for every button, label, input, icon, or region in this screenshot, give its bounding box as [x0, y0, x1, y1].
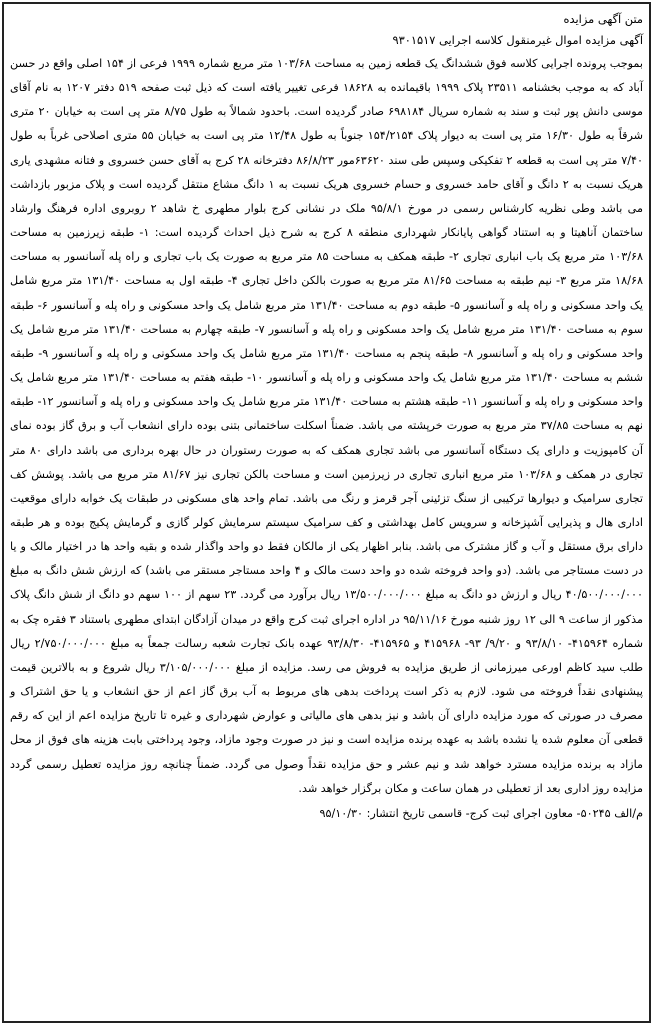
notice-body: بموجب پرونده اجرایی کلاسه فوق ششدانگ یک قطعه زمین به مساحت ۱۰۳/۶۸ متر مربع شماره ۱۹۹۹ فرعی از ۱۵۴ اصلی واقع در حسن آباد که به موجب بخشنامه ۲۳۵۱۱ پلاک ۱۹۹۹ باقیمانده به ۱۸۶۲۸ فرعی تغییر یافته است که ذیل ثبت صفحه ۵۱۹ دفتر ۱۲۰۷ به نام آقای موسی دانش پور ثبت و سند به شماره سریال ۶۹۸۱۸۴ صادر گردیده است. باحدود شمالاً به طول ۸/۷۵ متر پی است به خیابان ۲۰ متری شرقاً به طول ۱۶/۳۰ متر پی است به دیوار پلاک ۱۵۴/۲۱۵۴ جنوباً به طول ۱۲/۴۸ متر پی است به خیابان ۵۵ متری اصلاحی غرباً به طول ۷/۴۰ متر پی است به قطعه ۲ تفکیکی وسپس طی سند ۶۳۶۲۰مور ۸۶/۸/۲۳ دفترخانه ۲۸ کرج به آقای حسن خسروی و فتانه مشهدی یاری هریک نسبت به ۲ دانگ و آقای حامد خسروی و حسام خسروی هریک نسبت به ۱ دانگ مشاع منتقل گردیده است و پلاک مزبور بازداشت می باشد وطی نظریه کارشناس رسمی در مورخ ۹۵/۸/۱ ملک در نشانی کرج بلوار مطهری خ شاهد ۲ روبروی اداره فرهنگ وارشاد ساختمان آناهیتا و به استناد گواهی پایانکار شهرداری منطقه ۸ کرج به شرح ذیل احداث گردیده است: ۱- طبقه زیرزمین به مساحت ۱۰۳/۶۸ متر مربع یک باب انباری تجاری ۲- طبقه همکف به مساحت ۸۵ متر مربع به صورت یک باب تجاری و راه پله آسانسور به مساحت ۱۸/۶۸ متر مربع ۳- نیم طبقه به مساحت ۸۱/۶۵ متر مربع به صورت بالکن داخل تجاری ۴- طبقه اول به مساحت ۱۳۱/۴۰ متر مربع شامل یک واحد مسکونی و راه پله و آسانسور ۵- طبقه دوم به مساحت ۱۳۱/۴۰ متر مربع شامل یک واحد مسکونی و راه پله و آسانسور ۶- طبقه سوم به مساحت ۱۳۱/۴۰ متر مربع شامل یک واحد مسکونی و راه پله و آسانسور ۷- طبقه چهارم به مساحت ۱۳۱/۴۰ متر مربع شامل یک واحد مسکونی و راه پله و آسانسور ۸- طبقه پنجم به مساحت ۱۳۱/۴۰ متر مربع شامل یک واحد مسکونی و راه پله و آسانسور ۹- طبقه ششم به مساحت ۱۳۱/۴۰ متر مربع شامل یک واحد مسکونی و راه پله و آسانسور ۱۰- طبقه هفتم به مساحت ۱۳۱/۴۰ متر مربع شامل یک واحد مسکونی و راه پله و آسانسور ۱۱- طبقه هشتم به مساحت ۱۳۱/۴۰ متر مربع شامل یک واحد مسکونی و راه پله و آسانسور ۱۲- طبقه نهم به مساحت ۳۷/۸۵ متر مربع به صورت خرپشته می باشد. ضمناً اسکلت ساختمانی بتنی بوده دارای انشعاب آب و برق گاز بوده نمای آن کامپوزیت و دارای یک دستگاه آسانسور می باشد تجاری همکف که به صورت رستوران در حال بهره برداری می باشد دارای ۸۰ متر تجاری در همکف و ۱۰۳/۶۸ متر مربع انباری تجاری در زیرزمین است و مساحت بالکن تجاری نیز ۸۱/۶۷ متر مربع می باشد. پوشش کف تجاری سرامیک و دیوارها ترکیبی از سنگ تزئینی آجر قرمز و رنگ می باشد. تمام واحد های مسکونی در طبقات یک خوابه دارای موقعیت اداری هال و پذیرایی آشپزخانه و سرویس کامل بهداشتی و کف سرامیک سیستم سرمایش کولر گازی و گرمایش پکیج بوده و هر طبقه دارای برق مستقل و آب و گاز مشترک می باشد. بنابر اظهار یکی از مالکان فقط دو واحد واگذار شده و بقیه واحد ها در اختیار مالک و یا در دست مستاجر می باشد. (دو واحد فروخته شده دو واحد دست مالک و ۴ واحد مستاجر مستقر می باشد) که ارزش شش دانگ به مبلغ ۴۰/۵۰۰/۰۰۰/۰۰۰ ریال و ارزش دو دانگ به مبلغ ۱۳/۵۰۰/۰۰۰/۰۰۰ ریال برآورد می گردد. ۲۳ سهم از ۱۰۰ سهم دو دانگ از شش دانگ پلاک مذکور از ساعت ۹ الی ۱۲ روز شنبه مورخ ۹۵/۱۱/۱۶ در اداره اجرای ثبت کرج واقع در میدان آزادگان ابتدای مطهری باستناد ۳ فقره چک به شماره ۴۱۵۹۶۴- ۹۳/۸/۱۰ و ۹/۲۰/ ۹۳- ۴۱۵۹۶۸ و ۴۱۵۹۶۵- ۹۳/۸/۳۰ عهده بانک تجارت شعبه رسالت جمعاً به مبلغ ۲/۷۵۰/۰۰۰/۰۰۰ ریال طلب سید کاظم اورعی میرزمانی از طریق مزایده به فروش می رسد. مزایده از مبلغ ۳/۱۰۵/۰۰۰/۰۰۰ ریال شروع و به بالاترین قیمت پیشنهادی نقداً فروخته می شود. لازم به ذکر است پرداخت بدهی های مربوط به آب برق گاز اعم از حق انشعاب و یا حق اشتراک و مصرف در صورتی که مورد مزایده دارای آن باشد و نیز بدهی های مالیاتی و عوارض شهرداری و غیره تا تاریخ مزایده اعم از این که رقم قطعی آن معلوم شده یا نشده باشد به عهده برنده مزایده است و نیز در صورت وجود مازاد، وجود پرداختی بابت هزینه های فوق از محل مازاد به برنده مزایده مسترد خواهد شد و نیم عشر و حق مزایده نقداً وصول می گردد. ضمناً چنانچه روز مزایده تعطیل رسمی گردد مزایده روز اداری بعد از تعطیلی در همان ساعت و مکان برگزار خواهد شد.	[10, 57, 644, 795]
notice-footer: م/الف ۵۰۲۴۵- معاون اجرای ثبت کرج- قاسمی تاریخ انتشار: ۹۵/۱۰/۳۰	[319, 806, 643, 820]
auction-notice	[2, 2, 651, 1023]
notice-title: متن آگهی مزایده	[563, 12, 643, 26]
notice-subtitle: آگهی مزایده اموال غیرمنقول کلاسه اجرایی ۹۳۰۱۵۱۷	[392, 33, 643, 47]
